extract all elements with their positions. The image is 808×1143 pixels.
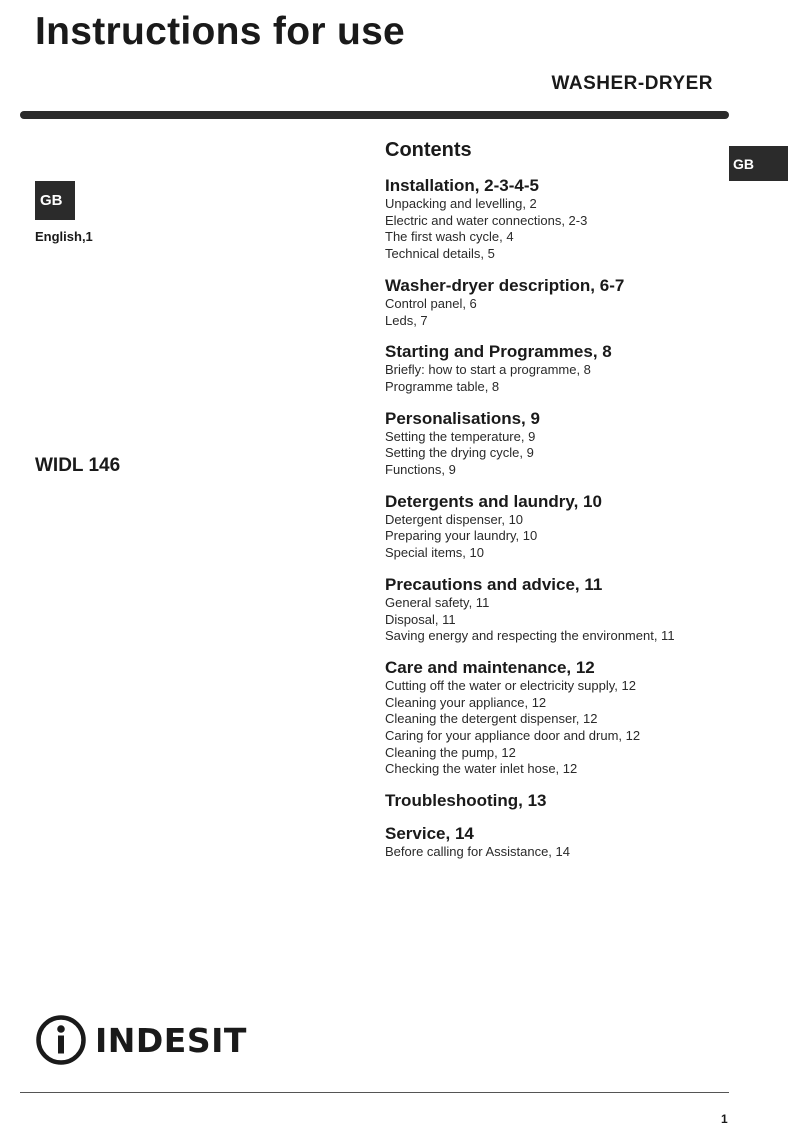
section-heading: Troubleshooting, 13 bbox=[385, 791, 547, 811]
contents-sections bbox=[385, 175, 725, 861]
section-entry: Checking the water inlet hose, 12 bbox=[385, 761, 578, 777]
footer-divider bbox=[20, 1092, 729, 1093]
section-entry: Leds, 7 bbox=[385, 312, 428, 328]
language-side-tab: GB bbox=[729, 146, 788, 181]
section-heading: Service, 14 bbox=[385, 824, 474, 844]
section-heading: Personalisations, 9 bbox=[385, 408, 540, 428]
product-type: WASHER-DRYER bbox=[551, 73, 713, 94]
section-heading: Detergents and laundry, 10 bbox=[385, 491, 602, 511]
model-number: WIDL 146 bbox=[35, 455, 121, 476]
table-of-contents bbox=[385, 138, 725, 873]
brand-logo bbox=[35, 1014, 247, 1066]
section-entry: Before calling for Assistance, 14 bbox=[385, 844, 570, 860]
section-heading: Precautions and advice, 11 bbox=[385, 574, 603, 594]
contents-title: Contents bbox=[385, 139, 472, 161]
header-divider bbox=[20, 111, 729, 119]
indesit-i-logo-icon bbox=[35, 1014, 87, 1066]
section-entry: Functions, 9 bbox=[385, 462, 456, 478]
section-entry: Cutting off the water or electricity supply, 12 bbox=[385, 677, 636, 693]
contents-section bbox=[385, 275, 725, 329]
section-entry: General safety, 11 bbox=[385, 594, 490, 610]
section-entry: Caring for your appliance door and drum, 12 bbox=[385, 728, 641, 744]
contents-section bbox=[385, 491, 725, 562]
section-entry: Electric and water connections, 2-3 bbox=[385, 212, 588, 228]
section-entry: Briefly: how to start a programme, 8 bbox=[385, 362, 591, 378]
contents-section bbox=[385, 657, 725, 778]
section-heading: Care and maintenance, 12 bbox=[385, 657, 595, 677]
section-entry: Disposal, 11 bbox=[385, 611, 456, 627]
section-entry: Unpacking and levelling, 2 bbox=[385, 196, 537, 211]
section-entry: Cleaning your appliance, 12 bbox=[385, 694, 547, 710]
section-entry: Technical details, 5 bbox=[385, 246, 495, 262]
section-entry: Setting the drying cycle, 9 bbox=[385, 445, 534, 461]
brand-wordmark: INDESIT bbox=[95, 1020, 247, 1060]
language-label: English,1 bbox=[35, 229, 93, 244]
contents-section bbox=[385, 408, 725, 479]
page-title: Instructions for use bbox=[35, 10, 406, 53]
language-badge: GB bbox=[35, 181, 75, 220]
section-entry: Cleaning the pump, 12 bbox=[385, 744, 516, 760]
section-entry: Preparing your laundry, 10 bbox=[385, 528, 538, 544]
contents-section bbox=[385, 790, 725, 811]
page-number: 1 bbox=[721, 1112, 728, 1126]
contents-section bbox=[385, 341, 725, 395]
section-entry: Special items, 10 bbox=[385, 545, 484, 561]
section-heading: Starting and Programmes, 8 bbox=[385, 342, 612, 362]
section-entry: Cleaning the detergent dispenser, 12 bbox=[385, 711, 598, 727]
contents-section bbox=[385, 175, 725, 263]
section-entry: Control panel, 6 bbox=[385, 295, 477, 311]
contents-section bbox=[385, 823, 725, 861]
section-heading: Installation, 2-3-4-5 bbox=[385, 176, 539, 195]
section-entry: Setting the temperature, 9 bbox=[385, 428, 536, 444]
section-entry: Programme table, 8 bbox=[385, 378, 500, 394]
section-entry: Saving energy and respecting the environment, 11 bbox=[385, 628, 675, 644]
section-entry: Detergent dispenser, 10 bbox=[385, 511, 524, 527]
section-entry: The first wash cycle, 4 bbox=[385, 229, 514, 245]
contents-section bbox=[385, 574, 725, 645]
section-heading: Washer-dryer description, 6-7 bbox=[385, 275, 625, 295]
